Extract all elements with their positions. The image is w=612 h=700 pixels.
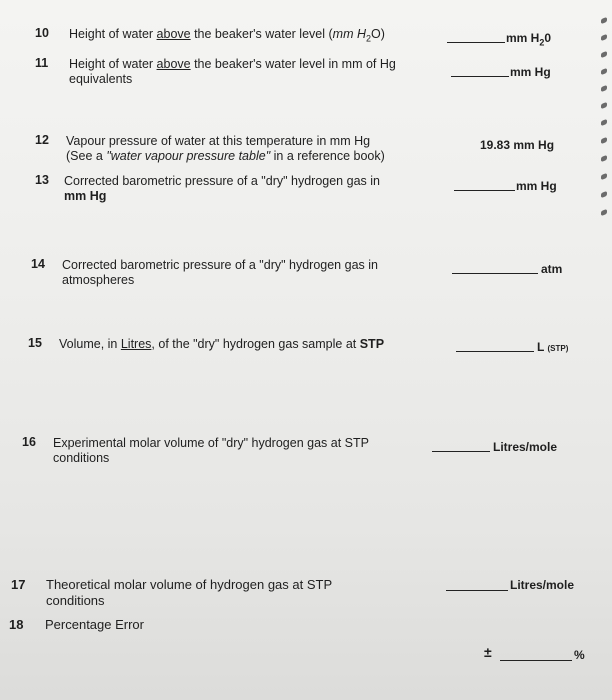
unit-label-15: L (STP)	[537, 340, 569, 354]
question-text: Corrected barometric pressure of a "dry" hydrogen gas in atmospheres	[62, 258, 378, 287]
vapour-pressure-value: 19.83 mm Hg	[480, 138, 555, 152]
unit-label-13: mm Hg	[516, 179, 557, 193]
answer-blank-16[interactable]	[432, 439, 490, 452]
question-number: 16	[22, 435, 36, 449]
question-text: Vapour pressure of water at this temperature in mm Hg (See a "water vapour pressure table" in a reference book)	[66, 134, 385, 163]
question-number: 18	[9, 617, 24, 632]
answer-blank-17[interactable]	[446, 578, 508, 591]
unit-label-10: mm $H_20$	[506, 31, 552, 48]
question-number: 17	[11, 577, 26, 592]
question-number: 11	[35, 56, 49, 70]
answer-blank-13[interactable]	[454, 178, 515, 191]
answer-blank-11[interactable]	[451, 64, 509, 77]
answer-blank-15[interactable]	[456, 339, 534, 352]
question-text: Percentage Error	[45, 617, 144, 632]
question-text: Height of water above the beaker's water level in mm of Hg equivalents	[69, 57, 396, 86]
unit-label-16: Litres/mole	[493, 440, 558, 454]
unit-label-11: mm Hg	[510, 65, 551, 79]
question-text: Experimental molar volume of "dry" hydrogen gas at STP conditions	[53, 436, 369, 465]
answer-blank-14[interactable]	[452, 261, 538, 274]
answer-blank-10[interactable]	[447, 30, 505, 43]
unit-label-17: Litres/mole	[510, 578, 575, 592]
question-text: Corrected barometric pressure of a "dry" hydrogen gas in mm Hg	[64, 174, 380, 203]
question-number: 10	[35, 26, 49, 40]
question-text: Height of water above the beaker's water level (mm $H_2O$)	[69, 27, 385, 44]
unit-label-18: %	[574, 648, 585, 662]
question-number: 12	[35, 133, 49, 147]
unit-label-14: atm	[541, 262, 563, 276]
question-number: 15	[28, 336, 42, 350]
question-number: 13	[35, 173, 49, 187]
plus-minus-sign: ±	[484, 644, 492, 660]
question-text: Volume, in Litres, of the "dry" hydrogen gas sample at STP	[59, 337, 385, 351]
question-number: 14	[31, 257, 45, 271]
spiral-binding	[596, 0, 612, 700]
answer-blank-18[interactable]	[500, 648, 572, 661]
question-text: Theoretical molar volume of hydrogen gas at STP conditions	[46, 577, 333, 608]
